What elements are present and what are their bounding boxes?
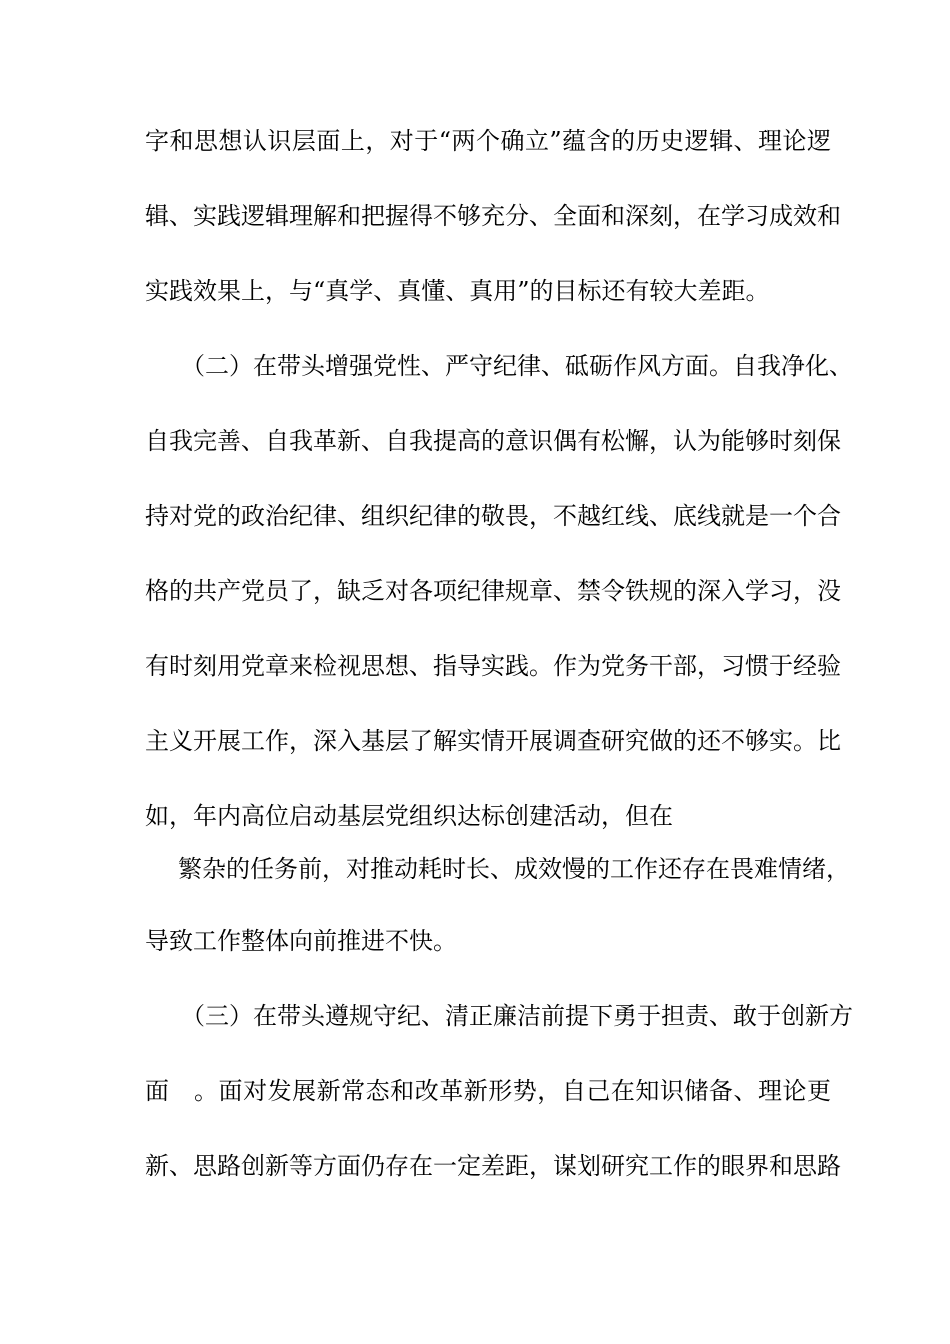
text-line: 持对党的政治纪律、组织纪律的敬畏，不越红线、底线就是一个合 bbox=[145, 502, 841, 530]
section-heading-2: （二）在带头增强党性、严守纪律、砥砺作风方面。自我净化、 bbox=[181, 352, 853, 380]
text-line: 自我完善、自我革新、自我提高的意识偶有松懈，认为能够时刻保 bbox=[145, 427, 841, 455]
text-line: 主义开展工作，深入基层了解实情开展调查研究做的还不够实。比 bbox=[145, 727, 841, 755]
text-line: 辑、实践逻辑理解和把握得不够充分、全面和深刻，在学习成效和 bbox=[145, 202, 841, 230]
text-line: 实践效果上，与“真学、真懂、真用”的目标还有较大差距。 bbox=[145, 277, 770, 305]
text-line: 面 。面对发展新常态和改革新形势，自己在知识储备、理论更 bbox=[145, 1077, 831, 1105]
text-line: 新、思路创新等方面仍存在一定差距，谋划研究工作的眼界和思路 bbox=[145, 1152, 841, 1180]
text-line: 导致工作整体向前推进不快。 bbox=[145, 927, 457, 955]
text-line: 繁杂的任务前，对推动耗时长、成效慢的工作还存在畏难情绪， bbox=[178, 855, 850, 883]
text-line: 有时刻用党章来检视思想、指导实践。作为党务干部，习惯于经验 bbox=[145, 652, 841, 680]
section-heading-3: （三）在带头遵规守纪、清正廉洁前提下勇于担责、敢于创新方 bbox=[181, 1002, 853, 1030]
text-line: 字和思想认识层面上，对于“两个确立”蕴含的历史逻辑、理论逻 bbox=[145, 127, 831, 155]
text-line: 格的共产党员了，缺乏对各项纪律规章、禁令铁规的深入学习，没 bbox=[145, 577, 841, 605]
text-line: 如，年内高位启动基层党组织达标创建活动，但在 bbox=[145, 802, 673, 830]
